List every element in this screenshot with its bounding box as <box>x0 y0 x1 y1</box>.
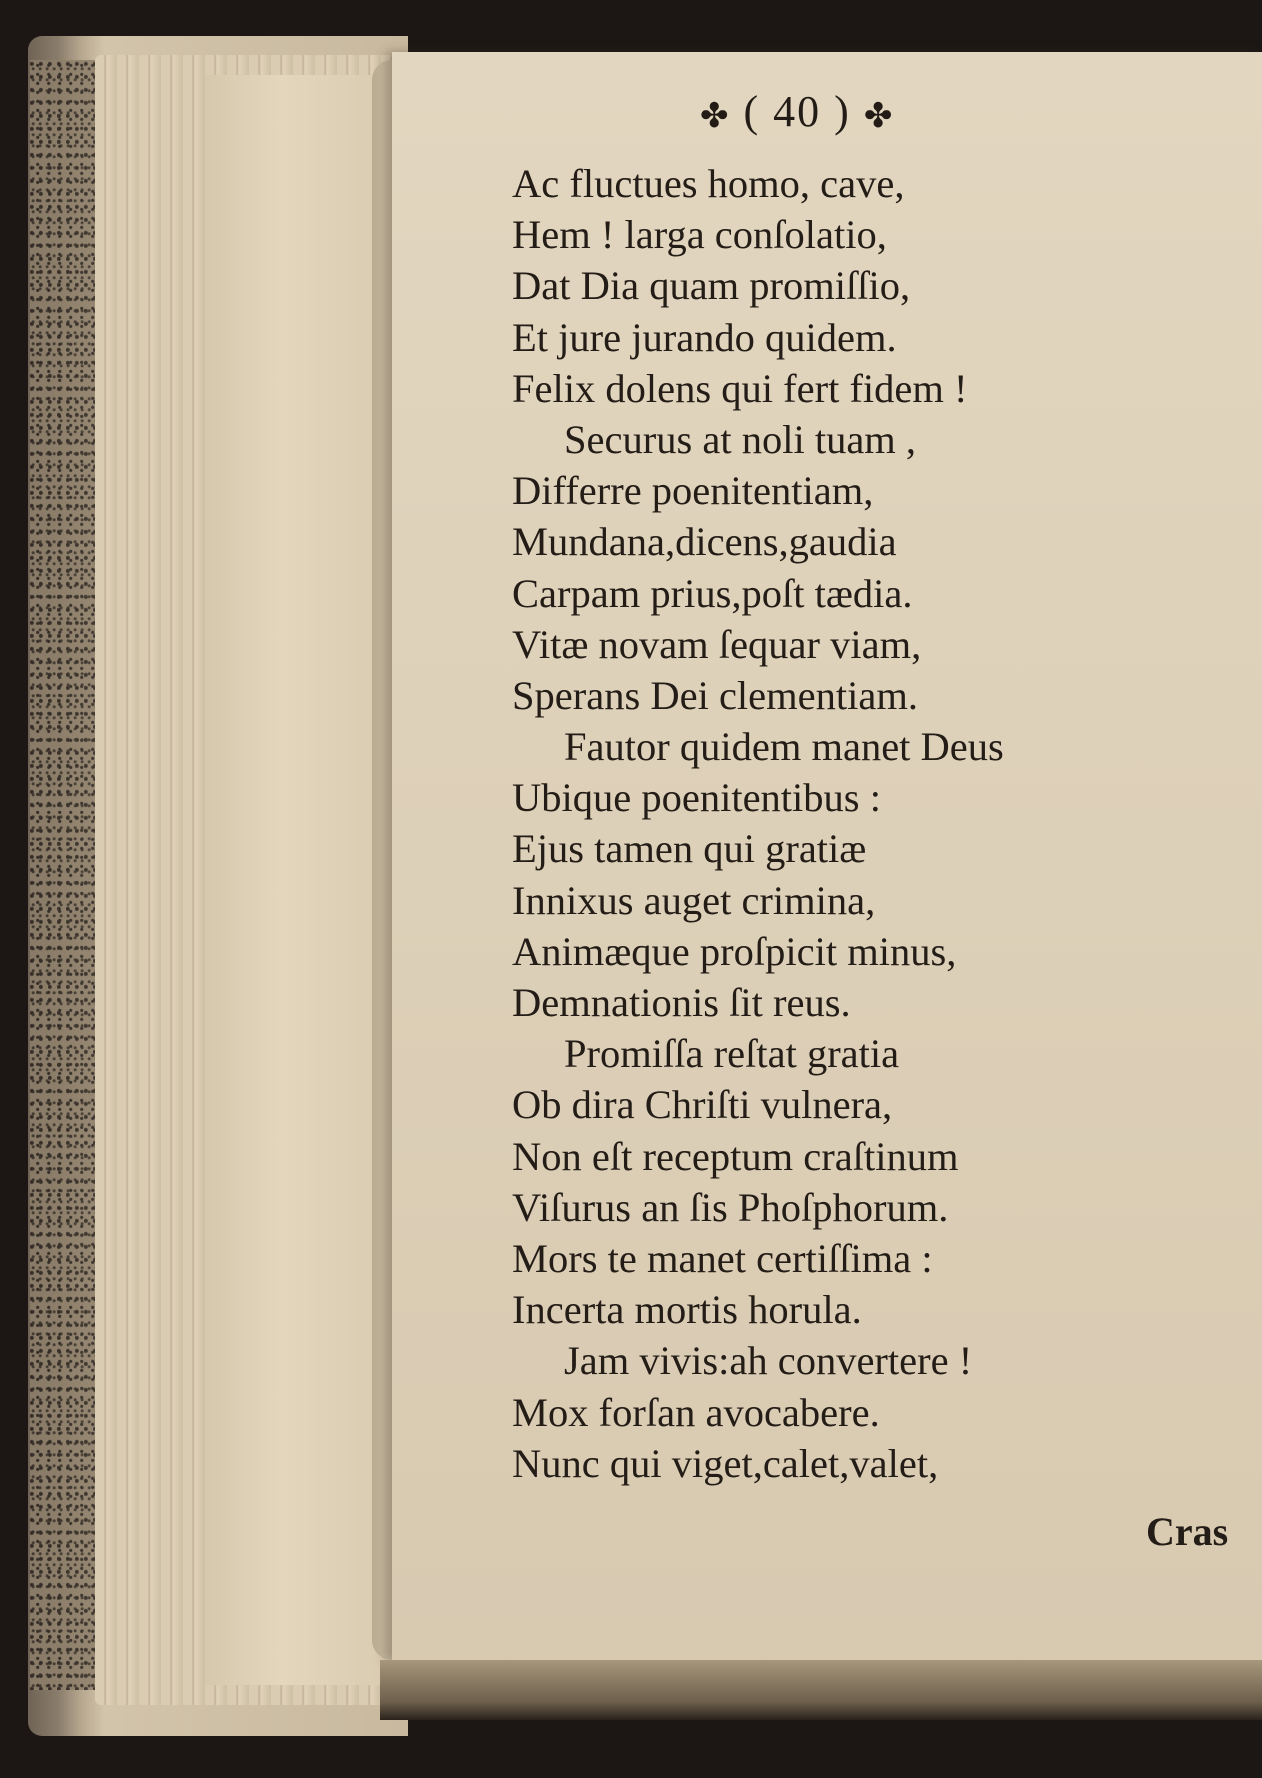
verse-text <box>512 158 1132 1489</box>
verse-line: Felix dolens qui fert fidem ! <box>512 365 968 411</box>
verse-line: Ob dira Chriſti vulnera, <box>512 1082 893 1128</box>
page-bottom-shadow <box>380 1660 1262 1720</box>
verse-line: Innixus auget crimina, <box>512 877 876 923</box>
verse-line: Vitæ novam ſequar viam, <box>512 621 922 667</box>
speckled-page-edge <box>30 60 100 1690</box>
page-number: ( 40 ) <box>743 87 851 136</box>
verse-line: Viſurus an ſis Phoſphorum. <box>512 1184 949 1230</box>
verse-line: Incerta mortis horula. <box>512 1287 862 1333</box>
verse-line: Sperans Dei clementiam. <box>512 672 918 718</box>
page-leaf-edges <box>95 55 395 1705</box>
verse-line: Jam vivis:ah convertere ! <box>564 1338 973 1384</box>
verse-line: Demnationis ſit reus. <box>512 980 851 1025</box>
verse-line: Ejus tamen qui gratiæ <box>512 826 867 872</box>
verse-line: Securus at noli tuam , <box>564 416 917 462</box>
verse-line: Mundana,dicens,gaudia <box>512 519 897 565</box>
verse-line: Promiſſa reſtat gratia <box>564 1031 900 1077</box>
verse-line: Et jure jurando quidem. <box>512 314 897 360</box>
verse-line: Nunc qui viget,calet,valet, <box>512 1440 939 1486</box>
verse-line: Fautor quidem manet Deus <box>564 724 1004 770</box>
verse-line: Dat Dia quam promiſſio, <box>512 263 911 309</box>
verse-line: Non eſt receptum craſtinum <box>512 1133 959 1179</box>
ornament-icon: ✤ <box>700 97 731 135</box>
ornament-icon: ✤ <box>863 97 895 135</box>
verse-line: Animæque proſpicit minus, <box>512 928 957 974</box>
page-header <box>700 86 894 137</box>
verse-line: Mox forſan avocabere. <box>512 1389 880 1435</box>
verse-line: Hem ! larga conſolatio, <box>512 212 887 258</box>
verse-line: Carpam prius,poſt tædia. <box>512 570 913 616</box>
verse-line: Ac fluctues homo, cave, <box>512 161 905 206</box>
catchword: Cras <box>1146 1509 1229 1554</box>
verse-line: Differre poenitentiam, <box>512 468 874 514</box>
verse-line: Mors te manet certiſſima : <box>512 1235 933 1281</box>
verse-line: Ubique poenitentibus : <box>512 775 881 821</box>
